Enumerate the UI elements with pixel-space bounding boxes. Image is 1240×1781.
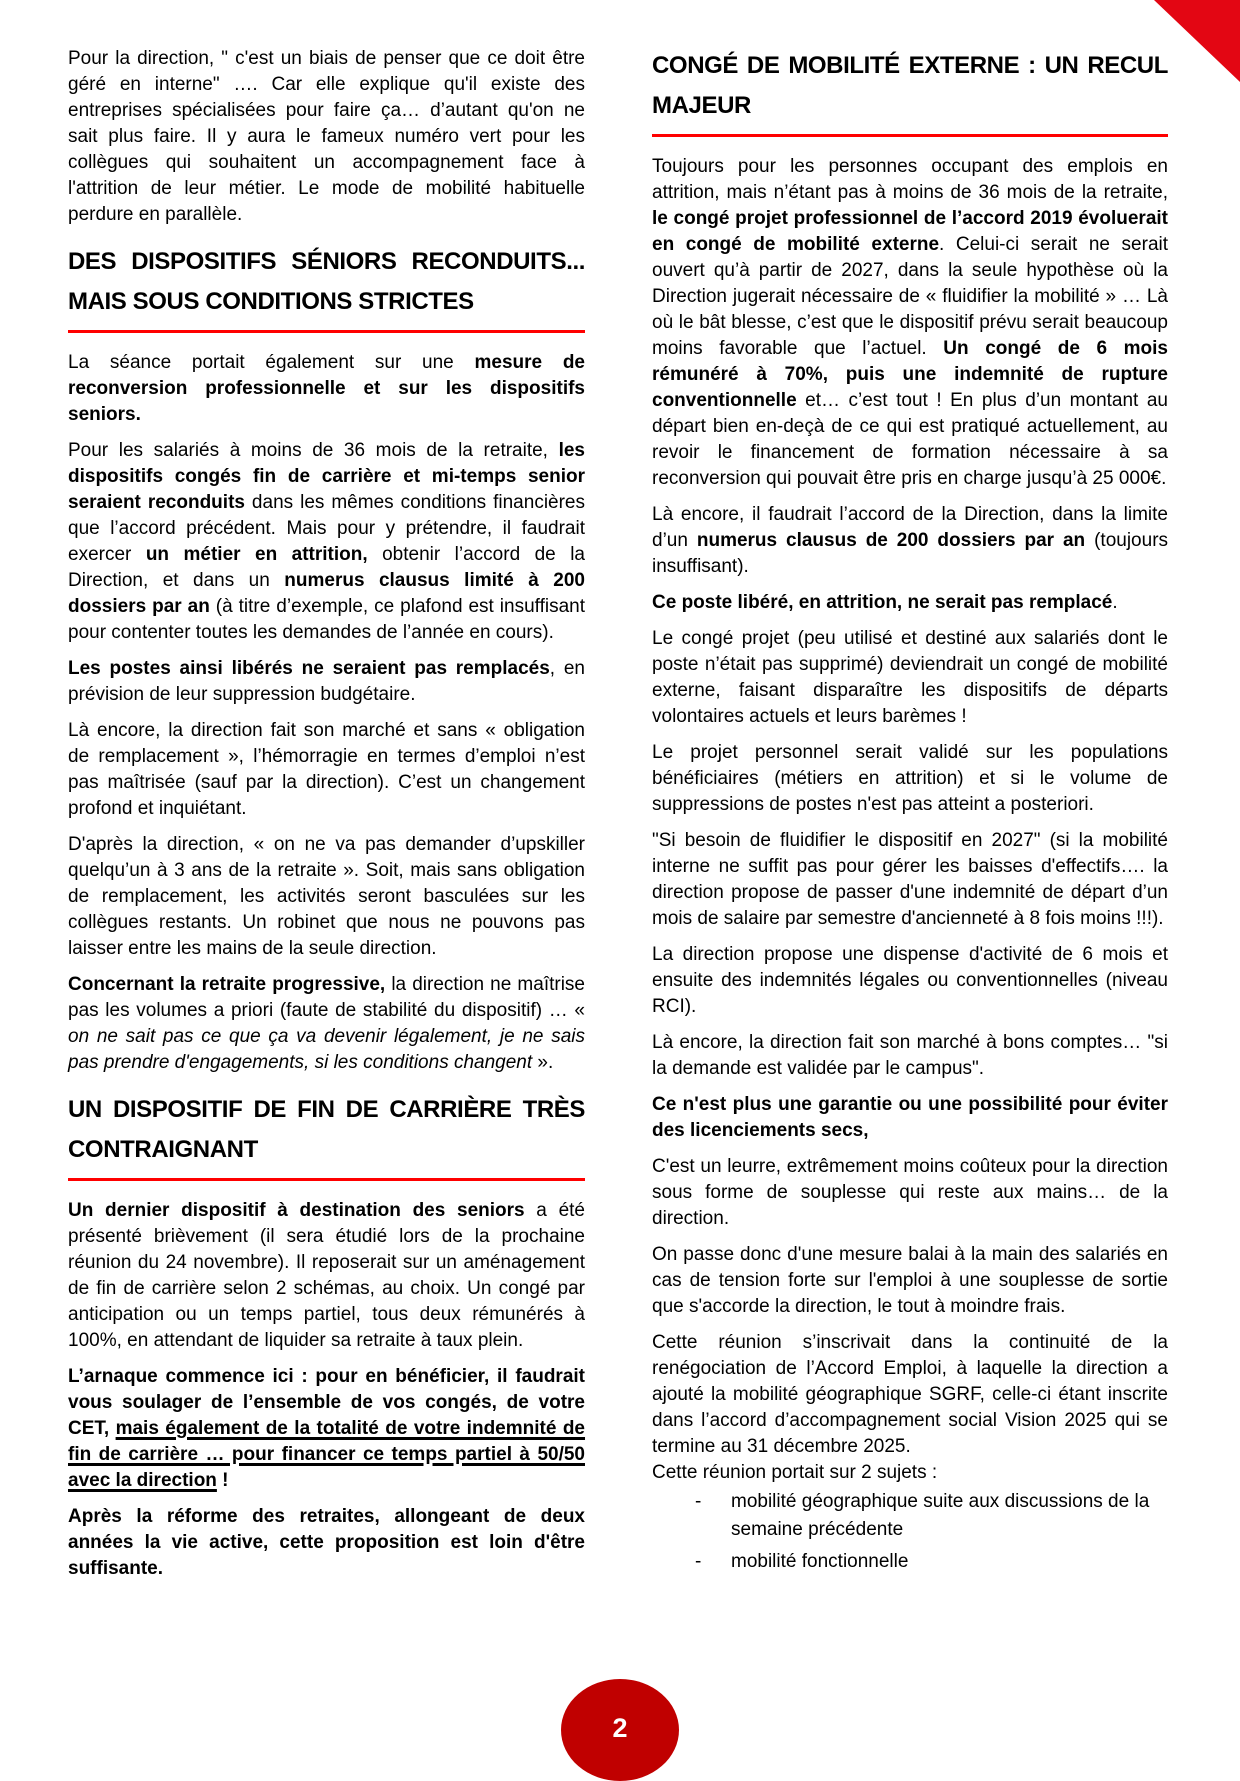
paragraph — [652, 1330, 1168, 1460]
text-run: on ne sait pas ce que ça va devenir légalement, je ne sais pas prendre d'engagements, si les conditions changent — [68, 1026, 585, 1073]
paragraph — [652, 942, 1168, 1020]
paragraph — [68, 1198, 585, 1354]
text-run: numerus clausus limité à 200 dossiers par an — [68, 570, 585, 617]
text-run: ! — [216, 1470, 229, 1491]
text-run: Après la réforme des retraites, allongeant de deux années la vie active, cette proposition est loin d'être suffisante. — [68, 1506, 585, 1579]
text-run: Toujours pour les personnes occupant des emplois en attrition, mais n’étant pas à moins de 36 mois de la retraite, — [652, 156, 1168, 203]
text-run: mesure de reconversion professionnelle et sur les dispositifs seniors. — [68, 352, 585, 425]
text-run: (toujours insuffisant). — [652, 530, 1169, 577]
list-item: - mobilité géographique suite aux discussions de la semaine précédente — [652, 1488, 1168, 1544]
text-run: Pour la direction, " c'est un biais de penser que ce doit être géré en interne" …. Car elle explique qu'il existe des entreprises spécialisées pour faire ça… d’autant qu'on ne sait plus faire. Il y aura le fameux numéro vert pour les collègues qui souhaitent un accompagnement face à l'attrition de leur métier. Le mode de mobilité habituelle perdure en parallèle. — [68, 48, 585, 225]
text-run: et… c’est tout ! En plus d’un montant au départ bien en-deçà de ce qui est pratiqué actuellement, au revoir le financement de formation nécessaire à sa reconversion qui pouvait être pris en charge jusqu’à 25 000€. — [652, 390, 1168, 489]
paragraph — [652, 1092, 1168, 1144]
text-run: la direction ne maîtrise pas les volumes a priori (faute de stabilité du dispositif) … « — [68, 974, 585, 1021]
paragraph — [68, 972, 585, 1076]
paragraph — [652, 154, 1168, 492]
section-heading-line: MAJEUR — [652, 92, 751, 119]
section-heading — [68, 1090, 585, 1181]
section-heading — [68, 242, 585, 333]
text-run: Là encore, la direction fait son marché et sans « obligation de remplacement », l’hémorragie en termes d’emploi n’est pas maîtrisée (sauf par la direction). C’est un changement profond et inquiétant. — [68, 720, 585, 819]
text-run: Ce n'est plus une garantie ou une possibilité pour éviter des licenciements secs, — [652, 1094, 1168, 1141]
text-run: Ce poste libéré, en attrition, ne serait pas remplacé — [652, 592, 1113, 613]
paragraph — [68, 656, 585, 708]
text-run: "Si besoin de fluidifier le dispositif en 2027" (si la mobilité interne ne suffit pas pour gérer les baisses d'effectifs…. la direction propose de passer d'une indemnité de départ d’un mois de salaire par semestre d'ancienneté à 8 fois moins !!!). — [652, 830, 1168, 929]
text-run: Les postes ainsi libérés ne seraient pas remplacés — [68, 658, 550, 679]
paragraph — [652, 1460, 1168, 1486]
paragraph — [68, 832, 585, 962]
text-run: ». — [532, 1052, 554, 1073]
paragraph — [652, 1242, 1168, 1320]
text-run: La séance portait également sur une — [68, 352, 475, 373]
text-run: D'après la direction, « on ne va pas demander d’upskiller quelqu’un à 3 ans de la retraite ». Soit, mais sans obligation de remplacement, les activités seront basculées sur les collègues restants. Un robinet que nous ne pouvons pas laisser entre les mains de la seule direction. — [68, 834, 585, 959]
page-number: 2 — [612, 1713, 628, 1743]
text-run: dans les mêmes conditions financières que l’accord précédent. Mais pour y prétendre, il faudrait exercer — [68, 492, 586, 565]
section-heading — [652, 46, 1168, 137]
paragraph — [652, 1154, 1168, 1232]
text-run: les dispositifs congés fin de carrière et mi-temps senior seraient reconduits — [68, 440, 585, 513]
text-run: Cette réunion s’inscrivait dans la continuité de la renégociation de l’Accord Emploi, à laquelle la direction a ajouté la mobilité géographique SGRF, celle-ci étant inscrite dans l’accord d’accompagnement social Vision 2025 qui se termine au 31 décembre 2025. — [652, 1332, 1168, 1457]
text-run: Le projet personnel serait validé sur les populations bénéficiaires (métiers en attrition) et si le volume de suppressions de postes n'est pas atteint a posteriori. — [652, 742, 1168, 815]
text-run: L’arnaque commence ici : pour en bénéficier, il faudrait vous soulager de l’ensemble de vos congés, de votre CET, — [68, 1366, 585, 1439]
text-run: La direction propose une dispense d'activité de 6 mois et ensuite des indemnités légales ou conventionnelles (niveau RCI). — [652, 944, 1168, 1017]
text-run: . — [1112, 592, 1118, 613]
paragraph — [68, 350, 585, 428]
bullet-list — [652, 1488, 1168, 1576]
paragraph — [68, 46, 585, 228]
text-run: a été présenté brièvement (il sera étudié lors de la prochaine réunion du 24 novembre). Il reposerait sur un aménagement de fin de carrière selon 2 schémas, au choix. Un congé par anticipation ou un temps partiel, tous deux rémunérés à 100%, en attendant de liquider sa retraite à taux plein. — [68, 1200, 585, 1351]
text-run: Concernant la retraite progressive, — [68, 974, 386, 995]
text-run: Un dernier dispositif à destination des seniors — [68, 1200, 525, 1221]
paragraph — [652, 828, 1168, 932]
section-heading-line: CONTRAIGNANT — [68, 1136, 258, 1163]
paragraph — [68, 1364, 585, 1494]
text-run: Un congé de 6 mois rémunéré à 70%, puis une indemnité de rupture conventionnelle — [652, 338, 1168, 411]
text-run: C'est un leurre, extrêmement moins coûteux pour la direction sous forme de souplesse qui reste aux mains… de la direction. — [652, 1156, 1168, 1229]
text-run: numerus clausus de 200 dossiers par an — [696, 530, 1086, 551]
paragraph — [68, 1504, 585, 1582]
section-heading-line: MAIS SOUS CONDITIONS STRICTES — [68, 288, 474, 315]
text-run: obtenir l’accord de la Direction, et dans un — [68, 544, 585, 591]
paragraph — [68, 718, 585, 822]
section-heading-line: UN DISPOSITIF DE FIN DE CARRIÈRE TRÈS — [68, 1096, 585, 1123]
text-run: Pour les salariés à moins de 36 mois de la retraite, — [68, 440, 559, 461]
right-column — [652, 46, 1168, 1580]
paragraph — [68, 438, 585, 646]
section-heading-line: DES DISPOSITIFS SÉNIORS RECONDUITS... — [68, 248, 585, 275]
text-run: un métier en attrition, — [145, 544, 368, 565]
section-heading-line: CONGÉ DE MOBILITÉ EXTERNE : UN RECUL — [652, 52, 1168, 79]
list-item: - mobilité fonctionnelle — [652, 1548, 1168, 1576]
left-column — [68, 46, 585, 1592]
text-run: Le congé projet (peu utilisé et destiné aux salariés dont le poste n’était pas supprimé) deviendrait un congé de mobilité externe, faisant disparaître les dispositifs de départs volontaires actuels et leurs barèmes ! — [652, 628, 1168, 727]
text-run: mais également de la totalité de votre indemnité de fin de carrière … pour financer ce temps partiel à 50/50 avec la direction — [68, 1418, 586, 1491]
paragraph — [652, 590, 1168, 616]
text-run: le congé projet professionnel de l’accord 2019 évoluerait en congé de mobilité externe — [652, 208, 1168, 255]
paragraph — [652, 1030, 1168, 1082]
paragraph — [652, 740, 1168, 818]
page-number-badge — [561, 1679, 679, 1781]
text-run: (à titre d’exemple, ce plafond est insuffisant pour contenter toutes les demandes de l’année en cours). — [68, 596, 585, 643]
text-run: , en prévision de leur suppression budgétaire. — [68, 658, 585, 705]
text-run: Là encore, la direction fait son marché à bons comptes… "si la demande est validée par le campus". — [652, 1032, 1168, 1079]
paragraph — [652, 626, 1168, 730]
text-run: On passe donc d'une mesure balai à la main des salariés en cas de tension forte sur l'emploi à une souplesse de sortie que s'accorde la direction, le tout à moindre frais. — [652, 1244, 1168, 1317]
text-run: . Celui-ci serait ne serait ouvert qu’à partir de 2027, dans la seule hypothèse où la Direction jugerait nécessaire de « fluidifier la mobilité » … Là où le bât blesse, c’est que le dispositif prévu serait beaucoup moins favorable que l’actuel. — [652, 234, 1169, 359]
paragraph — [652, 502, 1168, 580]
text-run: Cette réunion portait sur 2 sujets : — [652, 1462, 938, 1483]
text-run: Là encore, il faudrait l’accord de la Direction, dans la limite d’un — [652, 504, 1168, 551]
